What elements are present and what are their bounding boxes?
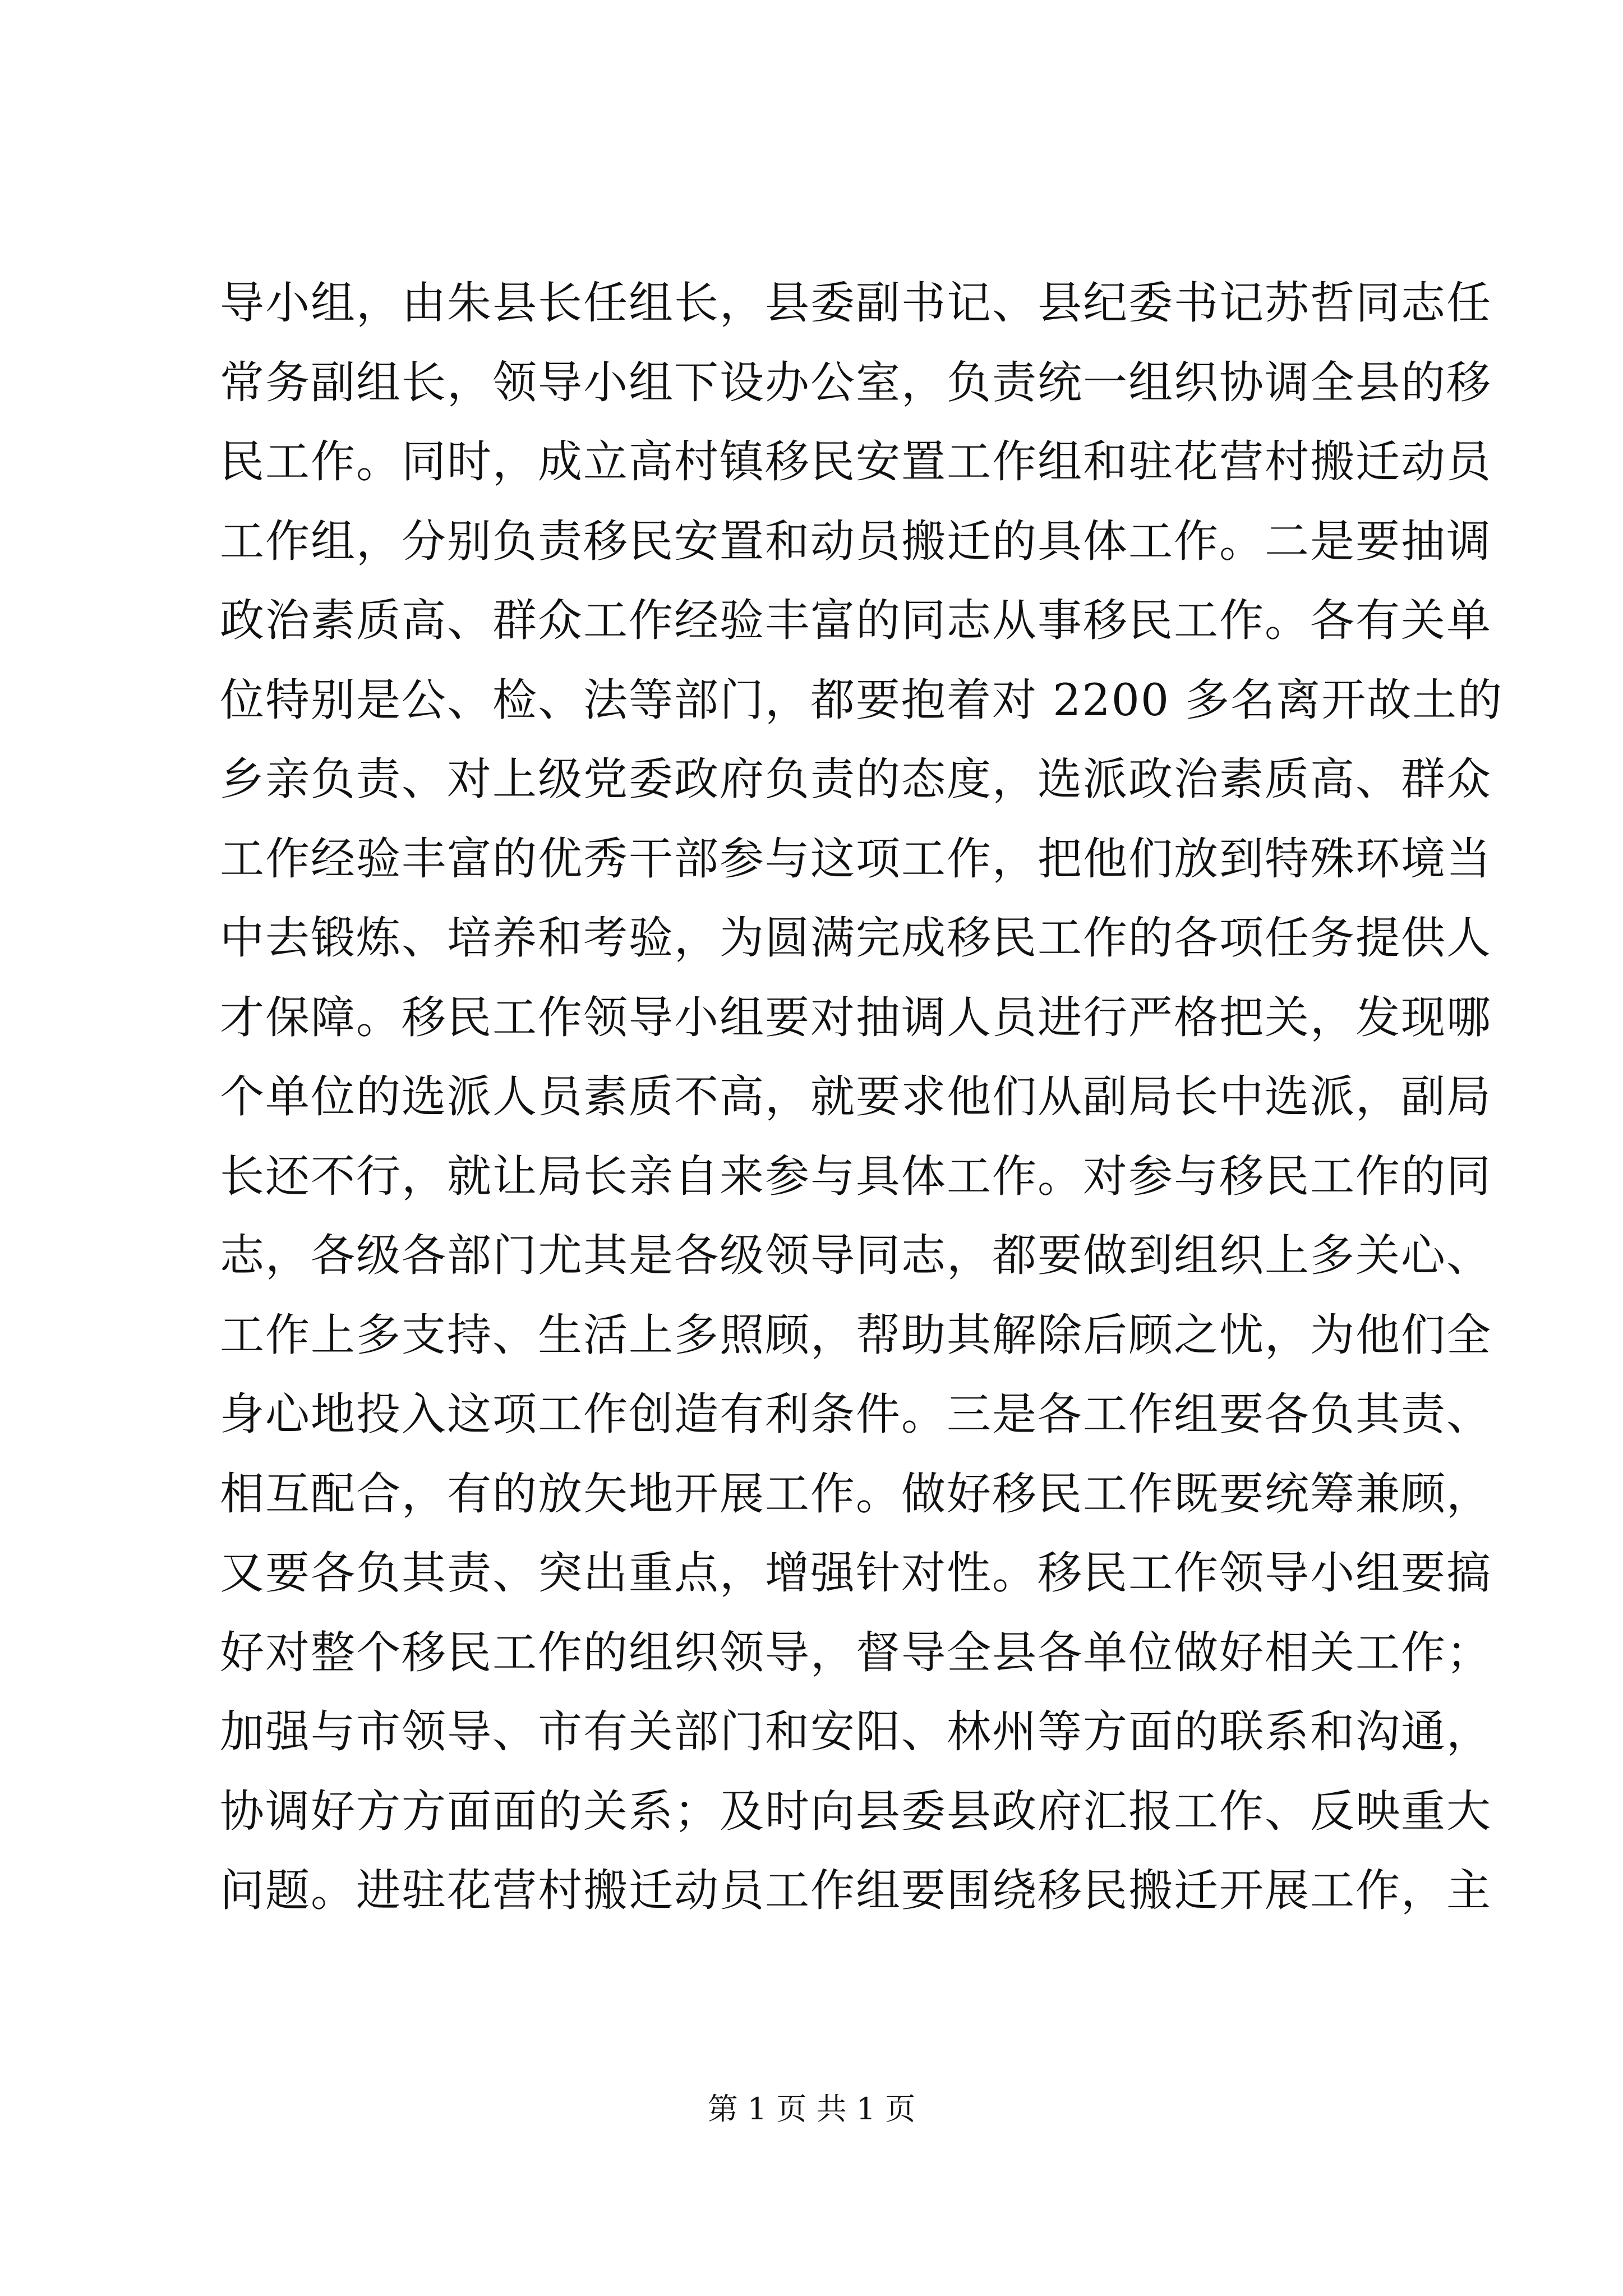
- text-line: 又要各负其责、突出重点，增强针对性。移民工作领导小组要搞: [220, 1547, 1492, 1599]
- text-line: 志，各级各部门尤其是各级领导同志，都要做到组织上多关心、: [220, 1230, 1492, 1281]
- text-line: 身心地投入这项工作创造有利条件。三是各工作组要各负其责、: [220, 1388, 1492, 1440]
- page-number-label: 第 1 页 共 1 页: [707, 2091, 916, 2127]
- text-line: 位特别是公、检、法等部门，都要抱着对 2200 多名离开故土的: [220, 674, 1504, 726]
- text-line: 工作经验丰富的优秀干部参与这项工作，把他们放到特殊环境当: [220, 832, 1492, 885]
- text-line: 导小组，由朱县长任组长，县委副书记、县纪委书记苏哲同志任: [220, 277, 1492, 329]
- text-line: 相互配合，有的放矢地开展工作。做好移民工作既要统筹兼顾，: [220, 1467, 1492, 1520]
- text-line: 问题。进驻花营村搬迁动员工作组要围绕移民搬迁开展工作，主: [220, 1865, 1492, 1916]
- text-line: 中去锻炼、培养和考验，为圆满完成移民工作的各项任务提供人: [220, 912, 1492, 964]
- text-line: 加强与市领导、市有关部门和安阳、林州等方面的联系和沟通，: [220, 1706, 1492, 1757]
- text-line: 长还不行，就让局长亲自来参与具体工作。对参与移民工作的同: [220, 1150, 1492, 1202]
- text-line: 民工作。同时，成立高村镇移民安置工作组和驻花营村搬迁动员: [220, 436, 1492, 487]
- text-line: 个单位的选派人员素质不高，就要求他们从副局长中选派，副局: [220, 1071, 1492, 1122]
- text-line: 政治素质高、群众工作经验丰富的同志从事移民工作。各有关单: [220, 595, 1492, 646]
- page-footer: [0, 2090, 1623, 2129]
- text-line: 才保障。移民工作领导小组要对抽调人员进行严格把关，发现哪: [220, 991, 1492, 1043]
- text-line: 工作上多支持、生活上多照顾，帮助其解除后顾之忧，为他们全: [220, 1309, 1492, 1361]
- body-text: [220, 264, 1504, 1931]
- text-line: 乡亲负责、对上级党委政府负责的态度，选派政治素质高、群众: [220, 753, 1492, 805]
- text-line: 常务副组长，领导小组下设办公室，负责统一组织协调全县的移: [220, 356, 1492, 408]
- text-line: 协调好方方面面的关系；及时向县委县政府汇报工作、反映重大: [220, 1785, 1492, 1837]
- text-line: 工作组，分别负责移民安置和动员搬迁的具体工作。二是要抽调: [220, 515, 1492, 567]
- text-line: 好对整个移民工作的组织领导，督导全县各单位做好相关工作；: [220, 1626, 1492, 1678]
